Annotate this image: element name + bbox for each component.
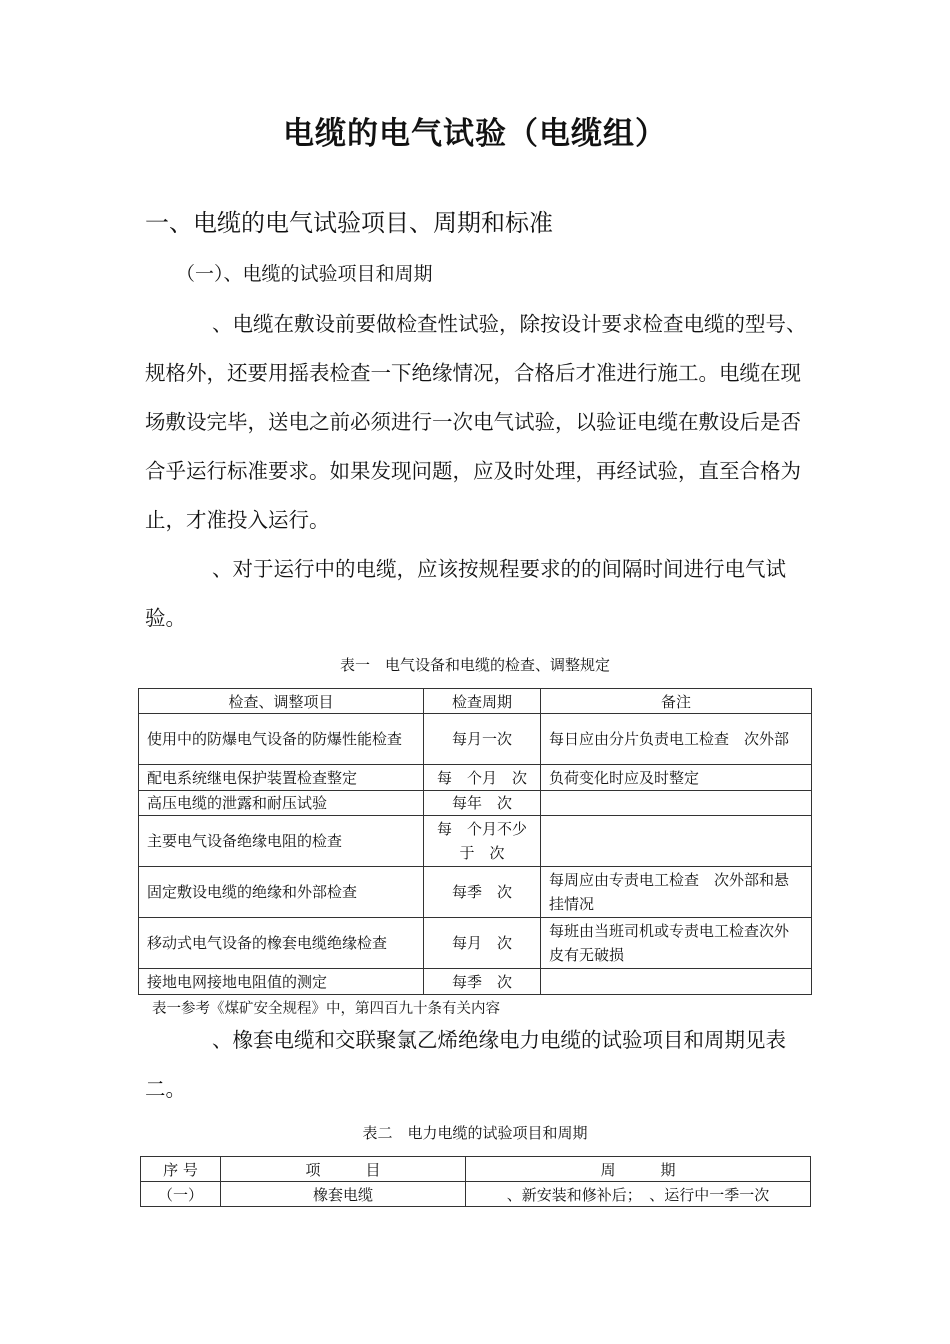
header-seq: 序 号 — [141, 1157, 221, 1182]
page-title: 电缆的电气试验（电缆组） — [283, 116, 667, 152]
cell-remark — [541, 969, 812, 995]
table-row — [139, 918, 812, 969]
cell-item: 高压电缆的泄露和耐压试验 — [139, 791, 424, 816]
cell-item: 配电系统继电保护装置检查整定 — [139, 765, 424, 791]
cell-remark: 每日应由分片负责电工检查 次外部 — [541, 714, 812, 765]
cell-item: 使用中的防爆电气设备的防爆性能检查 — [139, 714, 424, 765]
table-row — [141, 1182, 811, 1207]
cell-item: 移动式电气设备的橡套电缆绝缘检查 — [139, 918, 424, 969]
table-header-row — [139, 689, 812, 714]
table-row — [139, 714, 812, 765]
cell-period: 每季 次 — [424, 867, 541, 918]
subsection-heading: （一）、电缆的试验项目和周期 — [176, 263, 433, 285]
paragraph-1: 、电缆在敷设前要做检查性试验，除按设计要求检查电缆的型号、规格外，还要用摇表检查一下绝缘情况，合格后才准进行施工。电缆在现场敷设完毕，送电之前必须进行一次电气试验，以验证电缆在敷设后是否合乎运行标准要求。如果发现问题，应及时处理，再经试验，直至合格为止，才准投入运行。 — [145, 312, 807, 532]
cell-period: 、新安装和修补后； 、运行中一季一次 — [466, 1182, 811, 1207]
cell-item: 接地电网接地电阻值的测定 — [139, 969, 424, 995]
cell-period: 每月 次 — [424, 918, 541, 969]
table-row — [139, 867, 812, 918]
cell-item: 橡套电缆 — [221, 1182, 466, 1207]
cell-item: 固定敷设电缆的绝缘和外部检查 — [139, 867, 424, 918]
paragraph-2: 、对于运行中的电缆，应该按规程要求的的间隔时间进行电气试验。 — [145, 557, 786, 630]
cell-item: 主要电气设备绝缘电阻的检查 — [139, 816, 424, 867]
cell-period: 每 个月 次 — [424, 765, 541, 791]
table-row — [139, 969, 812, 995]
cell-remark — [541, 816, 812, 867]
table-row — [139, 791, 812, 816]
header-item: 项 目 — [221, 1157, 466, 1182]
inspection-table — [138, 688, 812, 995]
body-text-block-2 — [145, 1016, 810, 1114]
table1-caption: 表一 电气设备和电缆的检查、调整规定 — [339, 656, 610, 674]
table2-caption: 表二 电力电缆的试验项目和周期 — [362, 1124, 588, 1142]
body-text-block-1 — [145, 300, 810, 643]
table1-note: 表一参考《煤矿安全规程》中，第四百九十条有关内容 — [152, 1001, 500, 1017]
cell-remark: 负荷变化时应及时整定 — [541, 765, 812, 791]
cell-period: 每月一次 — [424, 714, 541, 765]
header-remark: 备注 — [541, 689, 812, 714]
cell-remark: 每周应由专责电工检查 次外部和悬挂情况 — [541, 867, 812, 918]
cell-remark: 每班由当班司机或专责电工检查次外皮有无破损 — [541, 918, 812, 969]
cell-period: 每季 次 — [424, 969, 541, 995]
table-row — [139, 816, 812, 867]
header-period: 周 期 — [466, 1157, 811, 1182]
cell-period: 每 个月不少于 次 — [424, 816, 541, 867]
cable-test-table — [140, 1156, 811, 1207]
cell-remark — [541, 791, 812, 816]
header-item: 检查、调整项目 — [139, 689, 424, 714]
header-period: 检查周期 — [424, 689, 541, 714]
cell-seq: （一） — [141, 1182, 221, 1207]
paragraph-3: 、橡套电缆和交联聚氯乙烯绝缘电力电缆的试验项目和周期见表二。 — [145, 1028, 786, 1101]
cell-period: 每年 次 — [424, 791, 541, 816]
section-heading: 一、电缆的电气试验项目、周期和标准 — [145, 209, 553, 237]
table-row — [139, 765, 812, 791]
table-header-row — [141, 1157, 811, 1182]
